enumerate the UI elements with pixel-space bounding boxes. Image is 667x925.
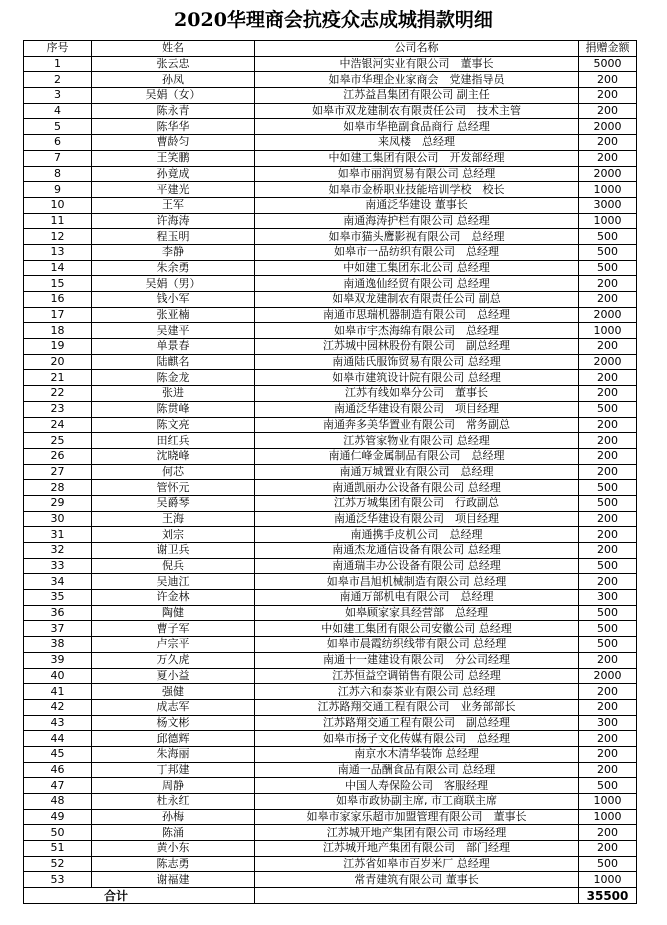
table-row [24, 590, 637, 606]
cell-no: 8 [24, 166, 92, 182]
cell-amount: 200 [579, 386, 637, 402]
cell-no: 43 [24, 715, 92, 731]
table-row [24, 276, 637, 292]
cell-company: 南通泛华建设有限公司 项目经理 [255, 401, 579, 417]
cell-no: 47 [24, 778, 92, 794]
cell-name: 程玉明 [92, 229, 255, 245]
cell-amount: 500 [579, 605, 637, 621]
cell-no: 10 [24, 197, 92, 213]
cell-no: 16 [24, 292, 92, 308]
cell-no: 41 [24, 684, 92, 700]
cell-name: 朱海丽 [92, 746, 255, 762]
cell-company: 如皋市政协副主席, 市工商联主席 [255, 794, 579, 810]
cell-name: 曹子军 [92, 621, 255, 637]
cell-amount: 500 [579, 621, 637, 637]
cell-no: 40 [24, 668, 92, 684]
cell-company: 江苏路翔交通工程有限公司 业务部部长 [255, 699, 579, 715]
cell-company: 南通一品酬食品有限公司 总经理 [255, 762, 579, 778]
table-row [24, 731, 637, 747]
cell-no: 12 [24, 229, 92, 245]
cell-name: 吴爵琴 [92, 495, 255, 511]
cell-name: 钱小军 [92, 292, 255, 308]
cell-amount: 500 [579, 401, 637, 417]
cell-no: 15 [24, 276, 92, 292]
cell-amount: 3000 [579, 197, 637, 213]
cell-amount: 200 [579, 88, 637, 104]
cell-no: 4 [24, 103, 92, 119]
cell-company: 中如建工集团有限公司安徽公司 总经理 [255, 621, 579, 637]
total-spacer [255, 888, 579, 904]
cell-company: 南通携手皮机公司 总经理 [255, 527, 579, 543]
cell-amount: 500 [579, 229, 637, 245]
cell-amount: 200 [579, 103, 637, 119]
table-row [24, 354, 637, 370]
cell-company: 如皋市晨霞纺织线带有限公司 总经理 [255, 637, 579, 653]
cell-amount: 1000 [579, 872, 637, 888]
cell-company: 如皋市扬子文化传媒有限公司 总经理 [255, 731, 579, 747]
cell-name: 王军 [92, 197, 255, 213]
table-row [24, 56, 637, 72]
cell-company: 江苏六和泰茶业有限公司 总经理 [255, 684, 579, 700]
table-row [24, 339, 637, 355]
table-row [24, 746, 637, 762]
cell-amount: 2000 [579, 119, 637, 135]
cell-amount: 200 [579, 511, 637, 527]
table-row [24, 229, 637, 245]
cell-no: 25 [24, 433, 92, 449]
cell-name: 陈金龙 [92, 370, 255, 386]
cell-name: 陈永青 [92, 103, 255, 119]
cell-name: 成志军 [92, 699, 255, 715]
cell-no: 52 [24, 856, 92, 872]
cell-company: 南通瑞丰办公设备有限公司 总经理 [255, 558, 579, 574]
table-row [24, 621, 637, 637]
cell-company: 南通市思瑞机器制造有限公司 总经理 [255, 307, 579, 323]
table-row [24, 699, 637, 715]
table-row [24, 370, 637, 386]
cell-name: 吴娟（女） [92, 88, 255, 104]
cell-name: 陈贯峰 [92, 401, 255, 417]
cell-no: 2 [24, 72, 92, 88]
cell-no: 30 [24, 511, 92, 527]
cell-name: 孙凤 [92, 72, 255, 88]
cell-no: 48 [24, 794, 92, 810]
cell-name: 平建光 [92, 182, 255, 198]
total-label: 合计 [24, 888, 255, 904]
cell-name: 卢宗平 [92, 637, 255, 653]
cell-amount: 1000 [579, 323, 637, 339]
cell-company: 如皋市华理企业家商会 党建指导员 [255, 72, 579, 88]
cell-name: 王笑鹏 [92, 150, 255, 166]
cell-no: 19 [24, 339, 92, 355]
cell-name: 杜永红 [92, 794, 255, 810]
cell-no: 3 [24, 88, 92, 104]
cell-company: 江苏城开地产集团有限公司 部门经理 [255, 841, 579, 857]
cell-name: 陈涌 [92, 825, 255, 841]
table-row [24, 386, 637, 402]
cell-name: 吴迪江 [92, 574, 255, 590]
table-row [24, 605, 637, 621]
table-row [24, 684, 637, 700]
cell-amount: 200 [579, 72, 637, 88]
cell-name: 杨文彬 [92, 715, 255, 731]
cell-name: 刘宗 [92, 527, 255, 543]
cell-amount: 200 [579, 292, 637, 308]
cell-company: 南通陆氏服饰贸易有限公司 总经理 [255, 354, 579, 370]
cell-no: 44 [24, 731, 92, 747]
page-title: 2020华理商会抗疫众志成城捐款明细 [174, 9, 493, 31]
cell-amount: 200 [579, 135, 637, 151]
cell-name: 张进 [92, 386, 255, 402]
cell-name: 张云忠 [92, 56, 255, 72]
cell-company: 南通万城置业有限公司 总经理 [255, 464, 579, 480]
cell-amount: 200 [579, 825, 637, 841]
cell-company: 江苏省如皋市百岁米厂 总经理 [255, 856, 579, 872]
cell-no: 9 [24, 182, 92, 198]
cell-amount: 1000 [579, 809, 637, 825]
cell-company: 江苏路翔交通工程有限公司 副总经理 [255, 715, 579, 731]
table-row [24, 103, 637, 119]
cell-amount: 2000 [579, 668, 637, 684]
cell-name: 陈文亮 [92, 417, 255, 433]
cell-amount: 200 [579, 543, 637, 559]
cell-name: 孙梅 [92, 809, 255, 825]
cell-company: 来凤楼 总经理 [255, 135, 579, 151]
cell-no: 49 [24, 809, 92, 825]
cell-amount: 200 [579, 574, 637, 590]
cell-name: 许海涛 [92, 213, 255, 229]
cell-amount: 200 [579, 699, 637, 715]
cell-name: 邱德辉 [92, 731, 255, 747]
cell-company: 如皋市丽润贸易有限公司 总经理 [255, 166, 579, 182]
table-row [24, 794, 637, 810]
cell-name: 李静 [92, 244, 255, 260]
cell-name: 吴建平 [92, 323, 255, 339]
cell-company: 如皋市宇杰海绵有限公司 总经理 [255, 323, 579, 339]
cell-no: 50 [24, 825, 92, 841]
table-row [24, 150, 637, 166]
table-row [24, 558, 637, 574]
cell-company: 中如建工集团有限公司 开发部经理 [255, 150, 579, 166]
table-row [24, 135, 637, 151]
cell-company: 如皋市家家乐超市加盟管理有限公司 董事长 [255, 809, 579, 825]
cell-company: 江苏城开地产集团有限公司 市场经理 [255, 825, 579, 841]
cell-no: 29 [24, 495, 92, 511]
cell-amount: 2000 [579, 166, 637, 182]
cell-no: 6 [24, 135, 92, 151]
cell-amount: 500 [579, 856, 637, 872]
table-row [24, 856, 637, 872]
cell-company: 南通十一建建设有限公司 分公司经理 [255, 652, 579, 668]
cell-company: 如皋市一品纺织有限公司 总经理 [255, 244, 579, 260]
cell-name: 谢福建 [92, 872, 255, 888]
cell-name: 许金林 [92, 590, 255, 606]
cell-amount: 2000 [579, 307, 637, 323]
table-row [24, 401, 637, 417]
cell-company: 南通杰龙通信设备有限公司 总经理 [255, 543, 579, 559]
cell-amount: 300 [579, 590, 637, 606]
cell-no: 42 [24, 699, 92, 715]
cell-no: 38 [24, 637, 92, 653]
cell-company: 南通万部机电有限公司 总经理 [255, 590, 579, 606]
donation-table [23, 40, 637, 904]
cell-name: 夏小益 [92, 668, 255, 684]
cell-name: 沈晓峰 [92, 448, 255, 464]
cell-amount: 200 [579, 841, 637, 857]
cell-company: 中如建工集团东北公司 总经理 [255, 260, 579, 276]
table-row [24, 511, 637, 527]
cell-amount: 200 [579, 448, 637, 464]
cell-company: 南通泛华建设 董事长 [255, 197, 579, 213]
cell-company: 江苏益昌集团有限公司 副主任 [255, 88, 579, 104]
table-row [24, 495, 637, 511]
cell-company: 江苏管家物业有限公司 总经理 [255, 433, 579, 449]
cell-amount: 200 [579, 433, 637, 449]
cell-name: 强健 [92, 684, 255, 700]
cell-company: 南通海涛护栏有限公司 总经理 [255, 213, 579, 229]
cell-amount: 500 [579, 244, 637, 260]
total-row [24, 888, 637, 904]
cell-name: 何芯 [92, 464, 255, 480]
table-row [24, 166, 637, 182]
table-row [24, 433, 637, 449]
cell-name: 王海 [92, 511, 255, 527]
cell-name: 丁邦建 [92, 762, 255, 778]
cell-no: 21 [24, 370, 92, 386]
table-row [24, 543, 637, 559]
cell-amount: 500 [579, 480, 637, 496]
table-row [24, 762, 637, 778]
cell-name: 田红兵 [92, 433, 255, 449]
cell-amount: 1000 [579, 182, 637, 198]
cell-no: 5 [24, 119, 92, 135]
cell-amount: 200 [579, 652, 637, 668]
table-row [24, 448, 637, 464]
cell-amount: 1000 [579, 213, 637, 229]
table-row [24, 825, 637, 841]
table-row [24, 715, 637, 731]
cell-no: 27 [24, 464, 92, 480]
cell-no: 31 [24, 527, 92, 543]
table-row [24, 637, 637, 653]
cell-amount: 200 [579, 150, 637, 166]
cell-no: 18 [24, 323, 92, 339]
cell-amount: 1000 [579, 794, 637, 810]
cell-company: 常青建筑有限公司 董事长 [255, 872, 579, 888]
cell-name: 陈华华 [92, 119, 255, 135]
cell-no: 46 [24, 762, 92, 778]
cell-no: 23 [24, 401, 92, 417]
table-row [24, 464, 637, 480]
cell-no: 14 [24, 260, 92, 276]
cell-amount: 200 [579, 684, 637, 700]
table-row [24, 88, 637, 104]
cell-amount: 500 [579, 260, 637, 276]
cell-name: 黄小东 [92, 841, 255, 857]
table-row [24, 841, 637, 857]
table-row [24, 809, 637, 825]
header-company: 公司名称 [255, 41, 579, 57]
cell-no: 39 [24, 652, 92, 668]
cell-amount: 200 [579, 339, 637, 355]
cell-no: 32 [24, 543, 92, 559]
cell-amount: 500 [579, 558, 637, 574]
table-row [24, 527, 637, 543]
cell-company: 南通凯丽办公设备有限公司 总经理 [255, 480, 579, 496]
cell-amount: 200 [579, 731, 637, 747]
header-name: 姓名 [92, 41, 255, 57]
cell-amount: 5000 [579, 56, 637, 72]
cell-name: 管怀元 [92, 480, 255, 496]
table-row [24, 652, 637, 668]
table-row [24, 119, 637, 135]
cell-name: 谢卫兵 [92, 543, 255, 559]
cell-name: 曹龄匀 [92, 135, 255, 151]
table-row [24, 872, 637, 888]
cell-no: 20 [24, 354, 92, 370]
cell-company: 江苏万城集团有限公司 行政副总 [255, 495, 579, 511]
table-row [24, 574, 637, 590]
cell-no: 34 [24, 574, 92, 590]
header-row [24, 41, 637, 57]
cell-company: 如皋市猫头鹰影视有限公司 总经理 [255, 229, 579, 245]
cell-amount: 200 [579, 276, 637, 292]
table-row [24, 244, 637, 260]
cell-name: 张亚楠 [92, 307, 255, 323]
cell-company: 如皋顾家家具经营部 总经理 [255, 605, 579, 621]
cell-no: 51 [24, 841, 92, 857]
cell-company: 江苏有线如皋分公司 董事长 [255, 386, 579, 402]
cell-company: 如皋市昌旭机械制造有限公司 总经理 [255, 574, 579, 590]
cell-no: 35 [24, 590, 92, 606]
table-row [24, 72, 637, 88]
cell-company: 江苏城中园林股份有限公司 副总经理 [255, 339, 579, 355]
cell-company: 南通奔多美华置业有限公司 常务副总 [255, 417, 579, 433]
cell-no: 11 [24, 213, 92, 229]
cell-company: 如皋市建筑设计院有限公司 总经理 [255, 370, 579, 386]
cell-name: 孙竟成 [92, 166, 255, 182]
cell-amount: 200 [579, 527, 637, 543]
cell-amount: 200 [579, 746, 637, 762]
cell-amount: 300 [579, 715, 637, 731]
table-row [24, 778, 637, 794]
cell-company: 中浩银河实业有限公司 董事长 [255, 56, 579, 72]
cell-name: 倪兵 [92, 558, 255, 574]
cell-no: 1 [24, 56, 92, 72]
table-row [24, 417, 637, 433]
table-row [24, 182, 637, 198]
cell-name: 周静 [92, 778, 255, 794]
cell-company: 南通仁峰金属制品有限公司 总经理 [255, 448, 579, 464]
cell-company: 如皋市金桥职业技能培训学校 校长 [255, 182, 579, 198]
cell-company: 如皋市华艳副食品商行 总经理 [255, 119, 579, 135]
cell-company: 南通逸仙经贸有限公司 总经理 [255, 276, 579, 292]
cell-name: 吴娟（男） [92, 276, 255, 292]
table-body [24, 56, 637, 887]
cell-no: 22 [24, 386, 92, 402]
cell-no: 13 [24, 244, 92, 260]
cell-name: 万久虎 [92, 652, 255, 668]
cell-no: 36 [24, 605, 92, 621]
cell-amount: 200 [579, 370, 637, 386]
cell-amount: 500 [579, 495, 637, 511]
cell-company: 南通泛华建设有限公司 项目经理 [255, 511, 579, 527]
table-row [24, 213, 637, 229]
total-amount: 35500 [579, 888, 637, 904]
cell-amount: 500 [579, 637, 637, 653]
cell-name: 陈志勇 [92, 856, 255, 872]
table-row [24, 668, 637, 684]
cell-name: 单景春 [92, 339, 255, 355]
cell-company: 南京水木清华装饰 总经理 [255, 746, 579, 762]
table-row [24, 197, 637, 213]
cell-amount: 200 [579, 762, 637, 778]
header-no: 序号 [24, 41, 92, 57]
cell-no: 17 [24, 307, 92, 323]
cell-company: 江苏恒益空调销售有限公司 总经理 [255, 668, 579, 684]
cell-company: 中国人寿保险公司 客服经理 [255, 778, 579, 794]
cell-name: 陶健 [92, 605, 255, 621]
cell-name: 朱余勇 [92, 260, 255, 276]
table-row [24, 260, 637, 276]
cell-no: 28 [24, 480, 92, 496]
table-row [24, 292, 637, 308]
table-row [24, 307, 637, 323]
cell-no: 37 [24, 621, 92, 637]
cell-no: 26 [24, 448, 92, 464]
cell-no: 7 [24, 150, 92, 166]
cell-amount: 500 [579, 778, 637, 794]
cell-name: 陆麒名 [92, 354, 255, 370]
cell-company: 如皋双龙建制农有限责任公司 副总 [255, 292, 579, 308]
cell-amount: 200 [579, 417, 637, 433]
cell-no: 45 [24, 746, 92, 762]
table-row [24, 323, 637, 339]
table-row [24, 480, 637, 496]
cell-company: 如皋市双龙建制农有限责任公司 技术主管 [255, 103, 579, 119]
header-amount: 捐赠金额 [579, 41, 637, 57]
cell-no: 53 [24, 872, 92, 888]
cell-amount: 200 [579, 464, 637, 480]
cell-amount: 2000 [579, 354, 637, 370]
cell-no: 33 [24, 558, 92, 574]
cell-no: 24 [24, 417, 92, 433]
